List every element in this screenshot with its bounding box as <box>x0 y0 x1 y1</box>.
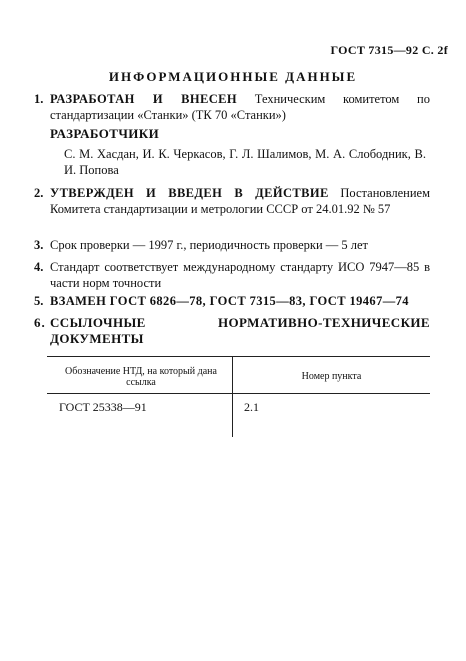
item-lead: УТВЕРЖДЕН И ВВЕДЕН В ДЕЙСТВИЕ <box>50 186 329 200</box>
item-text: Стандарт соответствует международному стандарту ИСО 7947—85 в части норм точности <box>50 260 430 290</box>
developers-heading: РАЗРАБОТЧИКИ <box>50 126 160 141</box>
item-4 <box>34 259 430 291</box>
page-header: ГОСТ 7315—92 С. 2f <box>330 43 448 57</box>
item-text: Срок проверки — 1997 г., периодичность проверки — 5 лет <box>50 238 369 252</box>
item-number: 2. <box>34 186 44 200</box>
item-3 <box>34 237 430 253</box>
developers-list: С. М. Хасдан, И. К. Черкасов, Г. Л. Шалимов, М. А. Слободник, В. И. Попова <box>64 147 426 177</box>
table-cell-clause: 2.1 <box>244 400 259 414</box>
item-1 <box>34 91 430 123</box>
item-lead: ВЗАМЕН ГОСТ 6826—78, ГОСТ 7315—83, ГОСТ 19467—74 <box>50 294 409 308</box>
item-number: 6. <box>34 315 46 330</box>
table-column-divider <box>232 356 233 437</box>
table-header-rule <box>47 393 430 394</box>
item-number: 1. <box>34 92 44 106</box>
item-text: Постановлением Комитета стандартизации и метрологии СССР от 24.01.92 № 57 <box>50 186 430 216</box>
item-number: 4. <box>34 260 44 274</box>
table-cell-ntd: ГОСТ 25338—91 <box>59 400 147 414</box>
item-lead: ССЫЛОЧНЫЕ НОРМАТИВНО-ТЕХНИЧЕСКИЕ ДОКУМЕНТЫ <box>50 315 430 346</box>
item-2 <box>34 185 430 217</box>
table-header-clause: Номер пункта <box>301 371 362 382</box>
section-title: ИНФОРМАЦИОННЫЕ ДАННЫЕ <box>108 69 358 84</box>
item-number: 3. <box>34 238 44 252</box>
table-top-rule <box>47 356 430 357</box>
item-number: 5. <box>34 294 44 308</box>
table-header-ntd: Обозначение НТД, на который дана ссылка <box>65 366 217 388</box>
item-lead: РАЗРАБОТАН И ВНЕСЕН <box>50 92 238 106</box>
references-table <box>47 356 430 437</box>
item-5 <box>34 293 430 309</box>
item-text: Техническим комитетом по стандартизации «Станки» (ТК 70 «Станки») <box>50 92 430 122</box>
item-6 <box>34 315 430 347</box>
